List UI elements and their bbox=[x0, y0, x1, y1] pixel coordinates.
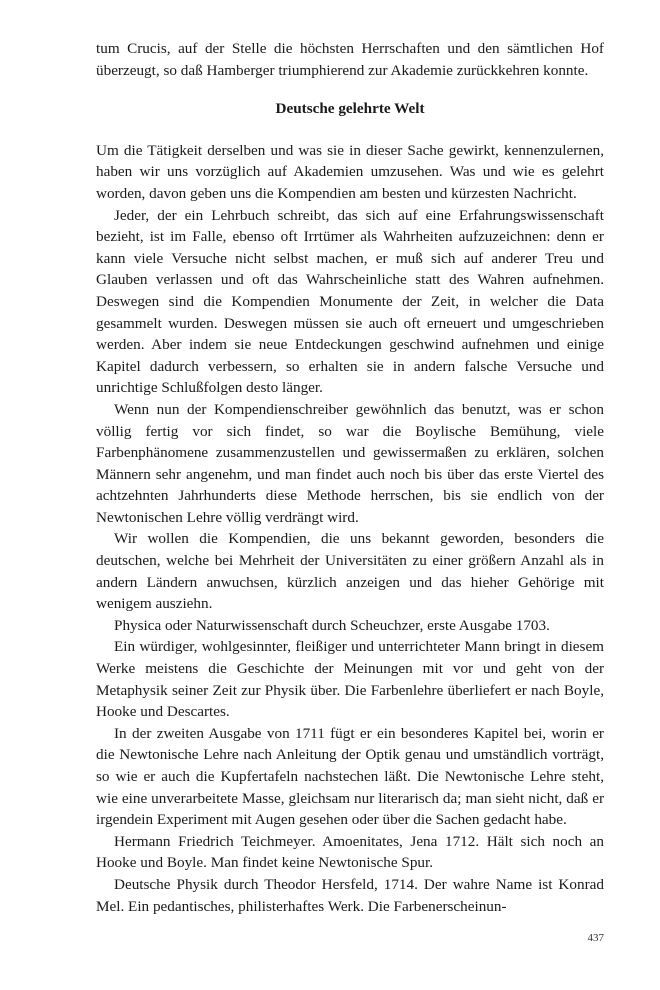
spacer bbox=[96, 120, 604, 140]
paragraph: Um die Tätigkeit derselben und was sie in dieser Sache gewirkt, kennenzulernen, haben wir uns vorzüglich auf Akademien umzusehen. Was und wie es gelehrt worden, davon geben uns die Kompendien am besten und kürzesten Nachricht. bbox=[96, 141, 604, 202]
paragraph: Physica oder Naturwissenschaft durch Scheuchzer, erste Ausgabe 1703. bbox=[114, 616, 550, 634]
spacer bbox=[96, 81, 604, 98]
paragraph: Deutsche Physik durch Theodor Hersfeld, 1714. Der wahre Name ist Konrad Mel. Ein pedantisches, philisterhaftes Werk. Die Farbenerscheinun- bbox=[96, 875, 604, 915]
paragraph: Wenn nun der Kompendienschreiber gewöhnlich das benutzt, was er schon völlig fertig vor sich findet, so war die Boylische Bemühung, viele Farbenphänomene zusammenzustellen und gewissermaßen zu erklären, solchen Männern sehr angenehm, und man findet auch noch bis über das erste Viertel des achtzehnten Jahrhunderts diese Methode herrschen, bis sie endlich von der Newtonischen Lehre völlig verdrängt wird. bbox=[96, 400, 604, 526]
paragraph: Wir wollen die Kompendien, die uns bekannt geworden, besonders die deutschen, welche bei Mehrheit der Universitäten zu einer größern Anzahl als in andern Ländern anwuchsen, kürzlich anzeigen und das hieher Gehörige mit wenigem ausziehn. bbox=[96, 530, 604, 613]
paragraph: Jeder, der ein Lehrbuch schreibt, das sich auf eine Erfahrungswissenschaft bezieht, ist im Falle, ebenso oft Irrtümer als Wahrheiten aufzuzeichnen: denn er kann viele Versuche nicht selbst machen, er muß sich auf anderer Treu und Glauben verlassen und oft das Wahrscheinliche statt des Wahren aufnehmen. Deswegen sind die Kompendien Monumente der Zeit, in welcher die Data gesammelt wurden. Deswegen müssen sie auch oft erneuert und umgeschrieben werden. Aber indem sie neue Entdeckungen geschwind aufnehmen und einige Kapitel dadurch verbessern, so erhalten sie in andern falsche Versuche und unrichtige Schlußfolgen desto länger. bbox=[96, 206, 604, 397]
paragraph: Ein würdiger, wohlgesinnter, fleißiger und unterrichteter Mann bringt in diesem Werke meistens die Geschichte der Meinungen mit vor und geht von der Metaphysik seiner Zeit zur Physik über. Die Farbenlehre überliefert er nach Boyle, Hooke und Descartes. bbox=[96, 638, 604, 721]
opening-paragraph: tum Crucis, auf der Stelle die höchsten Herrschaften und den sämtlichen Hof überzeugt, so daß Hamberger triumphierend zur Akademie zurückkehren konnte. bbox=[96, 40, 604, 79]
page-number: 437 bbox=[587, 932, 604, 944]
paragraph: Hermann Friedrich Teichmeyer. Amoenitates, Jena 1712. Hält sich noch an Hooke und Boyle. Man findet keine Newtonische Spur. bbox=[96, 832, 604, 872]
paragraph: In der zweiten Ausgabe von 1711 fügt er ein besonderes Kapitel bei, worin er die Newtonische Lehre nach Anleitung der Optik genau und umständlich vorträgt, so wie er auch die Kupfertafeln nachstechen läßt. Die Newtonische Lehre steht, wie eine unverarbeitete Masse, gleichsam nur literarisch da; man sieht nicht, daß er irgendein Experiment mit Augen gesehen oder über die Sachen gedacht habe. bbox=[96, 724, 604, 829]
page-body bbox=[96, 38, 604, 917]
section-heading: Deutsche gelehrte Welt bbox=[275, 100, 425, 118]
